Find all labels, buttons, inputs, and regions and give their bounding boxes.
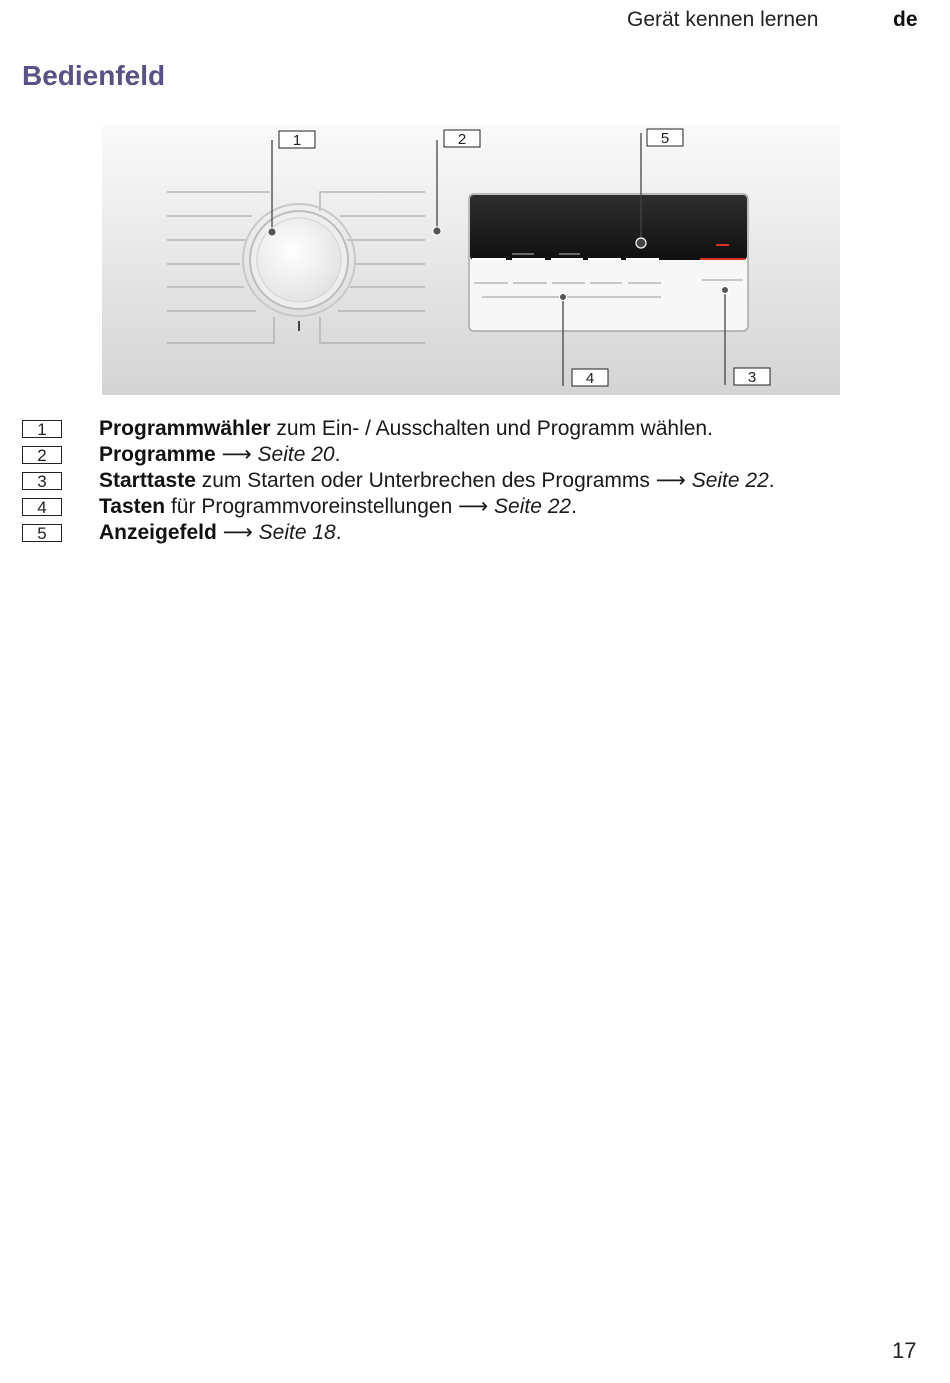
legend-term: Programme — [99, 443, 216, 466]
callout-label-5 — [647, 129, 683, 147]
page-title: Bedienfeld — [22, 60, 166, 91]
callout-5-text: 5 — [660, 130, 670, 147]
callout-label-1 — [279, 131, 315, 149]
legend-end: . — [571, 495, 577, 518]
callout-4-text: 4 — [585, 370, 595, 387]
callout-label-4 — [572, 369, 608, 387]
legend-term: Programmwähler — [99, 417, 271, 440]
arrow-icon: ⟶ — [458, 495, 489, 518]
legend-list — [22, 416, 932, 546]
display-panel — [469, 194, 748, 331]
callout-2-text: 2 — [457, 131, 467, 148]
legend-text — [99, 494, 577, 520]
legend-number-box: 4 — [22, 498, 62, 516]
legend-text — [99, 468, 775, 494]
page-reference[interactable]: Seite 18 — [252, 521, 336, 544]
arrow-icon: ⟶ — [655, 469, 686, 492]
page-reference[interactable]: Seite 20 — [251, 443, 335, 466]
control-panel-figure — [102, 125, 840, 395]
legend-number-box: 2 — [22, 446, 62, 464]
legend-end: . — [335, 521, 342, 544]
legend-text — [99, 520, 342, 546]
legend-number-box: 3 — [22, 472, 62, 490]
arrow-icon: ⟶ — [222, 521, 253, 544]
legend-text — [99, 416, 713, 442]
legend-text — [99, 442, 340, 468]
legend-number-box: 5 — [22, 524, 62, 542]
callout-3-text: 3 — [747, 369, 757, 386]
legend-item — [22, 468, 932, 494]
header-language: de — [893, 8, 918, 31]
page-reference[interactable]: Seite 22 — [685, 469, 769, 492]
legend-number-box: 1 — [22, 420, 62, 438]
header-section-title: Gerät kennen lernen — [627, 8, 819, 31]
legend-term: Tasten — [99, 495, 166, 518]
legend-description: zum Starten oder Unterbrechen des Programms — [195, 469, 656, 492]
callout-label-2 — [444, 130, 480, 148]
page-reference[interactable]: Seite 22 — [488, 495, 572, 518]
legend-item — [22, 494, 932, 520]
legend-end: . — [334, 443, 341, 466]
legend-term: Starttaste — [99, 469, 196, 492]
legend-description: zum Ein- / Ausschalten und Programm wählen. — [270, 417, 713, 440]
legend-item — [22, 416, 932, 442]
callout-1-text: 1 — [292, 132, 302, 149]
callout-label-3 — [734, 368, 770, 386]
arrow-icon: ⟶ — [221, 443, 252, 466]
page-number: 17 — [892, 1338, 917, 1363]
legend-item — [22, 520, 932, 546]
legend-description: für Programmvoreinstellungen — [165, 495, 459, 518]
legend-item — [22, 442, 932, 468]
legend-term: Anzeigefeld — [99, 521, 217, 544]
legend-end: . — [768, 469, 775, 492]
